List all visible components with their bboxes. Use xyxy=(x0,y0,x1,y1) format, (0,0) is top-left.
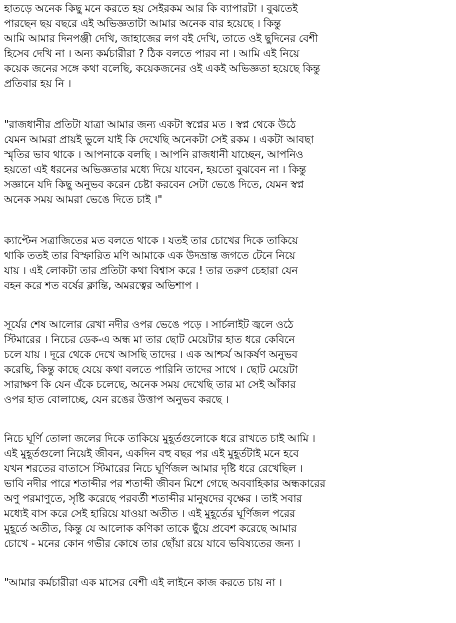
text-line: যখন শরতের বাতাসে স্টিমারের নিচে ঘূর্ণিজল আমার দৃষ্টি ধরে রেখেছিল । xyxy=(4,463,303,475)
text-line: স্মৃতির ভাব থাকে । আপনাকে বলছি । আপনি রাজধানী যাচ্ছেন, আপনিও xyxy=(4,149,304,161)
text-line: করেছি, কিন্তু কাছে যেয়ে কথা বলতে পারিনি তাদের সাথে । ছোট মেয়েটা xyxy=(4,364,298,376)
paragraph-3 xyxy=(4,234,454,294)
paragraph-6 xyxy=(4,576,454,591)
text-line: "আমার কর্মচারীরা এক মাসের বেশী এই লাইনে কাজ করতে চায় না । xyxy=(4,577,282,589)
text-line: চলে যায় । দূরে থেকে দেখে আসছি তাদের । এক আশ্চর্য আকর্ষণ অনুভব xyxy=(4,349,298,361)
text-line: ওপর হাত বোলাচ্ছে, যেন রঙের উত্তাপ অনুভব করছে । xyxy=(4,394,229,406)
text-line: হিসেব দেখি না । অন্য কর্মচারীরা ? ঠিক বলতে পারব না । আমি এই নিয়ে xyxy=(4,48,300,60)
text-line: মধ্যেই বাস করে সেই হারিয়ে যাওয়া অতীত । এই মুহূর্তের ঘূর্ণিজল পরের xyxy=(4,508,296,520)
text-line: এই মুহূর্তগুলো নিয়েই জীবন, একদিন বহু বছর পর এই মুহূর্তটাই মনে হবে xyxy=(4,448,299,460)
text-line: মুহূর্তে অতীত, কিন্তু যে আলোক কণিকা তাকে ছুঁয়ে প্রবেশ করেছে আমার xyxy=(4,523,297,535)
text-line: নিচে ঘূর্ণি তোলা জলের দিকে তাকিয়ে মুহূর্তগুলোকে ধরে রাখতে চাই আমি । xyxy=(4,433,316,445)
text-line: ক্যাপ্টেন সত্রাজিতের মত বলতে থাকে । যতই তার চোখের দিকে তাকিয়ে xyxy=(4,235,298,247)
text-line: প্রতিবার হয় নি । xyxy=(4,78,72,90)
text-line: কয়েক জনের সঙ্গে কথা বলেছি, কয়েকজনের ওই একই অভিজ্ঞতা হয়েছে কিন্তু xyxy=(4,63,321,75)
text-line: "রাজধানীর প্রতিটা যাত্রা আমার জন্য একটা স্বপ্নের মত । স্বপ্ন থেকে উঠে xyxy=(4,119,296,131)
paragraph-4 xyxy=(4,318,454,408)
text-line: হয়তো এই ধরনের অভিজ্ঞতার মধ্যে দিয়ে যাবেন, হয়তো বুঝবেন না । কিন্তু xyxy=(4,164,307,176)
text-line: সূর্যের শেষ আলোর রেখা নদীর ওপর ভেঙে পড়ে । সার্চলাইট জ্বলে ওঠে xyxy=(4,319,294,331)
text-line: স্টিমারের । নিচের ডেক-এ অন্ধ মা তার ছোট মেয়েটার হাত ধরে কেবিনে xyxy=(4,334,295,346)
text-line: যায় । এই লোকটা তার প্রতিটা কথা বিশ্বাস করে ! তার তরুণ চেহারা যেন xyxy=(4,265,298,277)
text-line: হাতড়ে অনেক কিছু মনে করতে হয় সেইরকম আর কি ব্যাপারটা । বুঝতেই xyxy=(4,3,298,15)
text-line: বহন করে শত বর্ষের ক্লান্তি, অমরত্বের অভিশাপ । xyxy=(4,280,199,292)
text-line: সারাক্ষণ কি যেন এঁকে চলেছে, অনেক সময় দেখেছি তার মা সেই আঁকার xyxy=(4,379,296,391)
paragraph-5 xyxy=(4,432,454,552)
text-line: অণু পরমাণুতে, সৃষ্টি করেছে পরবর্তী শতাব্দীর মানুষদের বৃক্ষের । তাই সবার xyxy=(4,493,302,505)
text-line: পারছেন ছয় বছরে এই অভিজ্ঞতাটা আমার অনেক বার হয়েছে । কিন্তু xyxy=(4,18,281,30)
text-line: সজ্ঞানে যদি কিছু অনুভব করেন চেষ্টা করবেন সেটা ভেঙে দিতে, যেমন স্বপ্ন xyxy=(4,179,304,191)
text-line: যেমন আমরা প্রায়ই ভুলে যাই কি দেখেছি অনেকটা সেই রকম । একটা আবছা xyxy=(4,134,314,146)
text-line: ভাবি নদীর পারে শতাব্দীর পর শতাব্দী জীবন মিশে গেছে অববাহিকার অন্ধকারের xyxy=(4,478,326,490)
text-line: থাকি ততই তার বিস্ফারিত মণি আমাকে এক উদভ্রান্ত জগতে টেনে নিয়ে xyxy=(4,250,296,262)
paragraph-2 xyxy=(4,118,454,208)
text-line: অনেক সময় আমরা ভেঙে দিতে চাই ।" xyxy=(4,194,163,206)
paragraph-1 xyxy=(4,2,454,92)
text-line: আমি আমার দিনপঞ্জী দেখি, জাহাজের লগ বই দেখি, তাতে ওই ছুদিনের বেশী xyxy=(4,33,318,45)
text-line: চোখে - মনের কোন গভীর কোষে তার ছোঁয়া রয়ে যাবে ভবিষ্যতের জন্য । xyxy=(4,538,301,550)
